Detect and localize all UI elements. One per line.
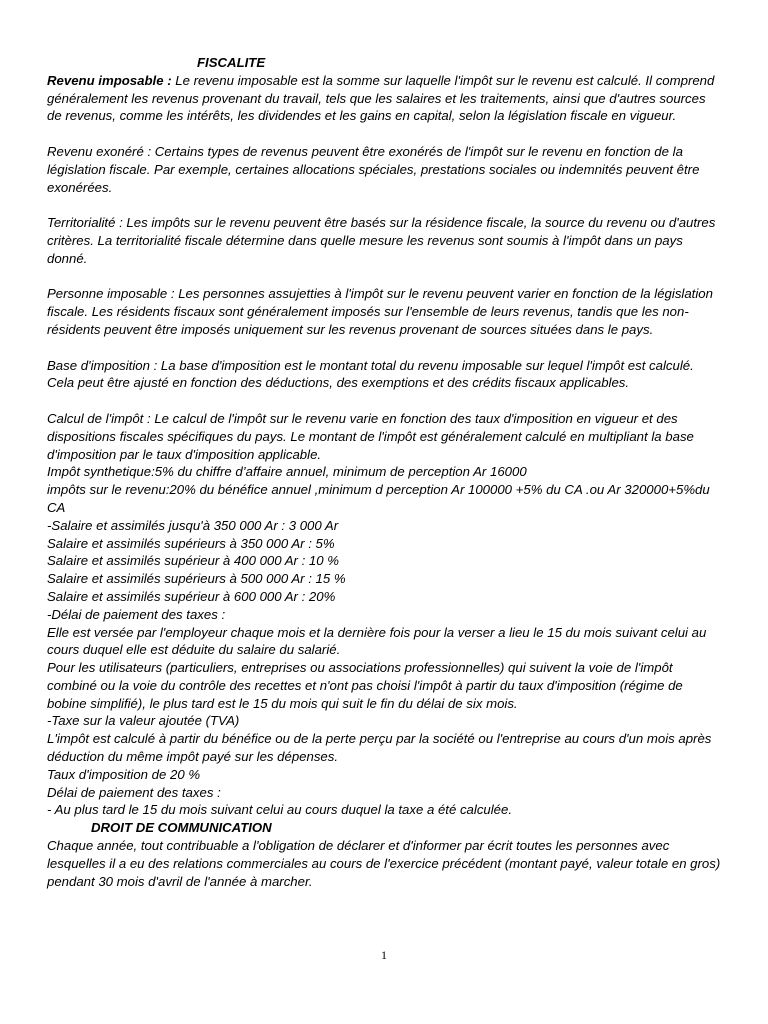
salary-line: Salaire et assimilés supérieur à 400 000 Ar : 10 % [47, 553, 339, 569]
paragraph-revenu-exonere: Revenu exonéré : Certains types de revenus peuvent être exonérés de l'impôt sur le revenu en fonction de la législation fiscale. Par exemple, certaines allocations spéciales, prestations sociales ou indemnités peuvent être exonérées. [47, 143, 700, 195]
salary-line: Salaire et assimilés supérieurs à 350 000 Ar : 5% [47, 535, 335, 551]
delai-text-1: Elle est versée par l'employeur chaque mois et la dernière fois pour la verser a lieu le 15 du mois suivant celui au cours duquel elle est déduite du salaire du salarié. [47, 624, 707, 658]
paragraph-revenu-imposable [47, 72, 722, 125]
line-impots-revenu: impôts sur le revenu:20% du bénéfice annuel ,minimum d perception Ar 100000 +5% du CA .ou Ar 320000+5%du CA [47, 482, 710, 515]
paragraph-utilisateurs: Pour les utilisateurs (particuliers, entreprises ou associations professionnelles) qui suivent la voie de l'impôt combiné ou la voie du contrôle des recettes et n'ont pas choisi l'impôt à partir du taux d'imposition (régime de bobine simplifié), le plus tard est le 15 du mois qui suit le fin du délai de six mois. [47, 660, 683, 711]
salary-line: -Salaire et assimilés jusqu'à 350 000 Ar : 3 000 Ar [47, 517, 339, 533]
line-impot-synthetique: Impôt synthetique:5% du chiffre d’affaire annuel, minimum de perception Ar 16000 [47, 464, 527, 480]
taux-imposition: Taux d'imposition de 20 % [47, 766, 201, 782]
paragraph-calcul-impot: Calcul de l'impôt : Le calcul de l'impôt sur le revenu varie en fonction des taux d'imposition en vigueur et des dispositions fiscales spécifiques du pays. Le montant de l'impôt est généralement calculé en multipliant la base d'imposition par le taux d'imposition applicable. [47, 410, 694, 462]
tva-heading: -Taxe sur la valeur ajoutée (TVA) [47, 713, 240, 729]
tva-text: L'impôt est calculé à partir du bénéfice ou de la perte perçu par la société ou l'entreprise au cours d'un mois après déduction du même impôt payé sur les dépenses. [47, 731, 712, 765]
paragraph-territorialite: Territorialité : Les impôts sur le revenu peuvent être basés sur la résidence fiscale, la source du revenu ou d'autres critères. La territorialité fiscale détermine dans quelle mesure les revenus sont soumis à l'impôt dans un pays donné. [47, 215, 716, 266]
salary-line: Salaire et assimilés supérieurs à 500 000 Ar : 15 % [47, 571, 346, 587]
paragraph-base-imposition: Base d'imposition : La base d'imposition est le montant total du revenu imposable sur lequel l'impôt est calculé. Cela peut être ajusté en fonction des déductions, des exemptions et des crédits fiscaux applicables. [47, 357, 694, 391]
delai-heading-2: Délai de paiement des taxes : [47, 784, 221, 800]
delai-text-2: - Au plus tard le 15 du mois suivant celui au cours duquel la taxe a été calculée. [47, 802, 513, 818]
paragraph-droit-communication: Chaque année, tout contribuable a l'obligation de déclarer et d'informer par écrit toutes les personnes avec lesquelles il a eu des relations commerciales au cours de l'exercice précédent (montant payé, valeur totale en gros) pendant 30 mois d'avril de l'année à marcher. [47, 838, 721, 889]
salary-line: Salaire et assimilés supérieur à 600 000 Ar : 20% [47, 588, 336, 604]
delai-heading-1: -Délai de paiement des taxes : [47, 606, 226, 622]
section-title-droit: DROIT DE COMMUNICATION [91, 820, 272, 836]
paragraph-personne-imposable: Personne imposable : Les personnes assujetties à l'impôt sur le revenu peuvent varier en fonction de la législation fiscale. Les résidents fiscaux sont généralement imposés sur l'ensemble de leurs revenus, tandis que les non-résidents peuvent être imposés uniquement sur les revenus provenant de sources situées dans le pays. [47, 286, 713, 337]
page-number: 1 [381, 948, 387, 962]
document-body [47, 54, 722, 890]
document-title: FISCALITE [197, 55, 266, 70]
revenu-imposable-text: Le revenu imposable est la somme sur laquelle l'impôt sur le revenu est calculé. Il comprend généralement les revenus provenant du travail, tels que les salaires et les traitements, ainsi que d'autres sources de revenus, comme les intérêts, les dividendes et les gains en capital, selon la législation fiscale en vigueur. [47, 72, 715, 124]
revenu-imposable-label: Revenu imposable : [47, 72, 172, 88]
